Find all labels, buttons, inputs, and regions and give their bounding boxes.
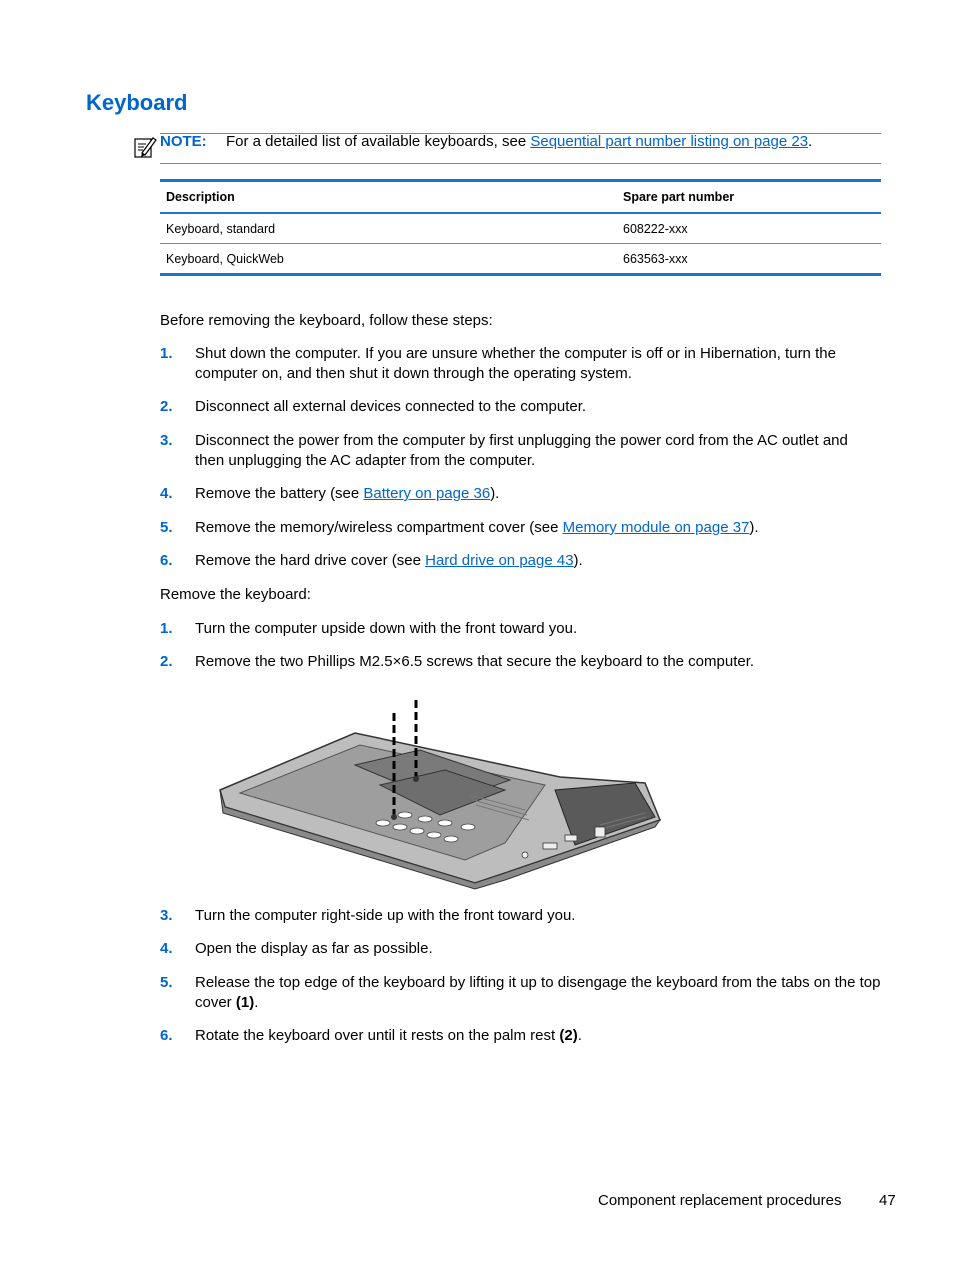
memory-module-link[interactable]: Memory module on page 37 [562,519,750,536]
step-number: 4. [160,940,173,957]
hard-drive-link[interactable]: Hard drive on page 43 [425,552,574,569]
intro-remove-keyboard: Remove the keyboard: [160,586,311,603]
step-number: 5. [160,519,173,536]
note-text [226,133,812,150]
step-text: Disconnect the power from the computer by first unplugging the power cord from the AC outlet and then unplugging the AC adapter from the computer. [195,432,848,469]
step-text [195,518,881,538]
table-cell: 608222-xxx [617,213,881,244]
note-label: NOTE: [160,133,207,150]
battery-link[interactable]: Battery on page 36 [363,485,491,502]
callout-number: (1) [235,994,255,1011]
step-number: 6. [160,1027,173,1044]
page-number: 47 [879,1192,896,1209]
note-pencil-icon [133,135,157,159]
table-header-row [160,181,881,214]
note-text-before: For a detailed list of available keyboards, see [226,133,531,150]
step-text-post: . [577,1027,582,1044]
step-text [195,1026,881,1046]
step-number: 5. [160,974,173,991]
step-text [195,551,881,571]
step-text-pre: Release the top edge of the keyboard by lifting it up to disengage the keyboard from the tabs on the top cover [195,974,881,1011]
note-text-after: . [808,133,813,150]
step-number: 3. [160,432,173,449]
spare-parts-table [160,179,881,276]
step-text: Disconnect all external devices connected to the computer. [195,398,587,415]
callout-number: (2) [559,1027,578,1044]
step-text-post: ). [573,552,583,569]
step-text-pre: Remove the battery (see [195,485,364,502]
step-text-pre: Remove the memory/wireless compartment cover (see [195,519,563,536]
footer-section-title: Component replacement procedures [598,1192,842,1209]
step-text: Turn the computer upside down with the front toward you. [195,620,578,637]
laptop-bottom-illustration [205,695,665,890]
step-text: Remove the two Phillips M2.5×6.5 screws that secure the keyboard to the computer. [195,653,755,670]
step-text-pre: Remove the hard drive cover (see [195,552,426,569]
step-text: Turn the computer right-side up with the front toward you. [195,907,576,924]
step-text-post: . [254,994,259,1011]
step-text: Open the display as far as possible. [195,940,433,957]
table-cell: 663563-xxx [623,251,688,266]
step-number: 6. [160,552,173,569]
step-text-post: ). [749,519,759,536]
table-cell: Keyboard, standard [160,213,617,244]
step-text: Shut down the computer. If you are unsure whether the computer is off or in Hibernation, turn the computer on, and then shut it down through the operating system. [195,345,836,382]
step-text [195,973,881,1013]
column-header-spare-part: Spare part number [617,181,881,214]
step-number: 3. [160,907,173,924]
step-number: 2. [160,398,173,415]
intro-before-steps: Before removing the keyboard, follow these steps: [160,312,493,329]
step-text [195,484,881,504]
column-header-description: Description [160,181,617,214]
step-number: 1. [160,345,173,362]
page-title: Keyboard [86,90,188,115]
step-number: 4. [160,485,173,502]
step-number: 1. [160,620,173,637]
step-text-pre: Rotate the keyboard over until it rests on the palm rest [195,1027,560,1044]
table-cell: Keyboard, QuickWeb [166,251,284,266]
table-row [160,244,881,275]
step-number: 2. [160,653,173,670]
note-link[interactable]: Sequential part number listing on page 23 [530,133,809,150]
table-row [160,213,881,244]
step-text-post: ). [490,485,500,502]
